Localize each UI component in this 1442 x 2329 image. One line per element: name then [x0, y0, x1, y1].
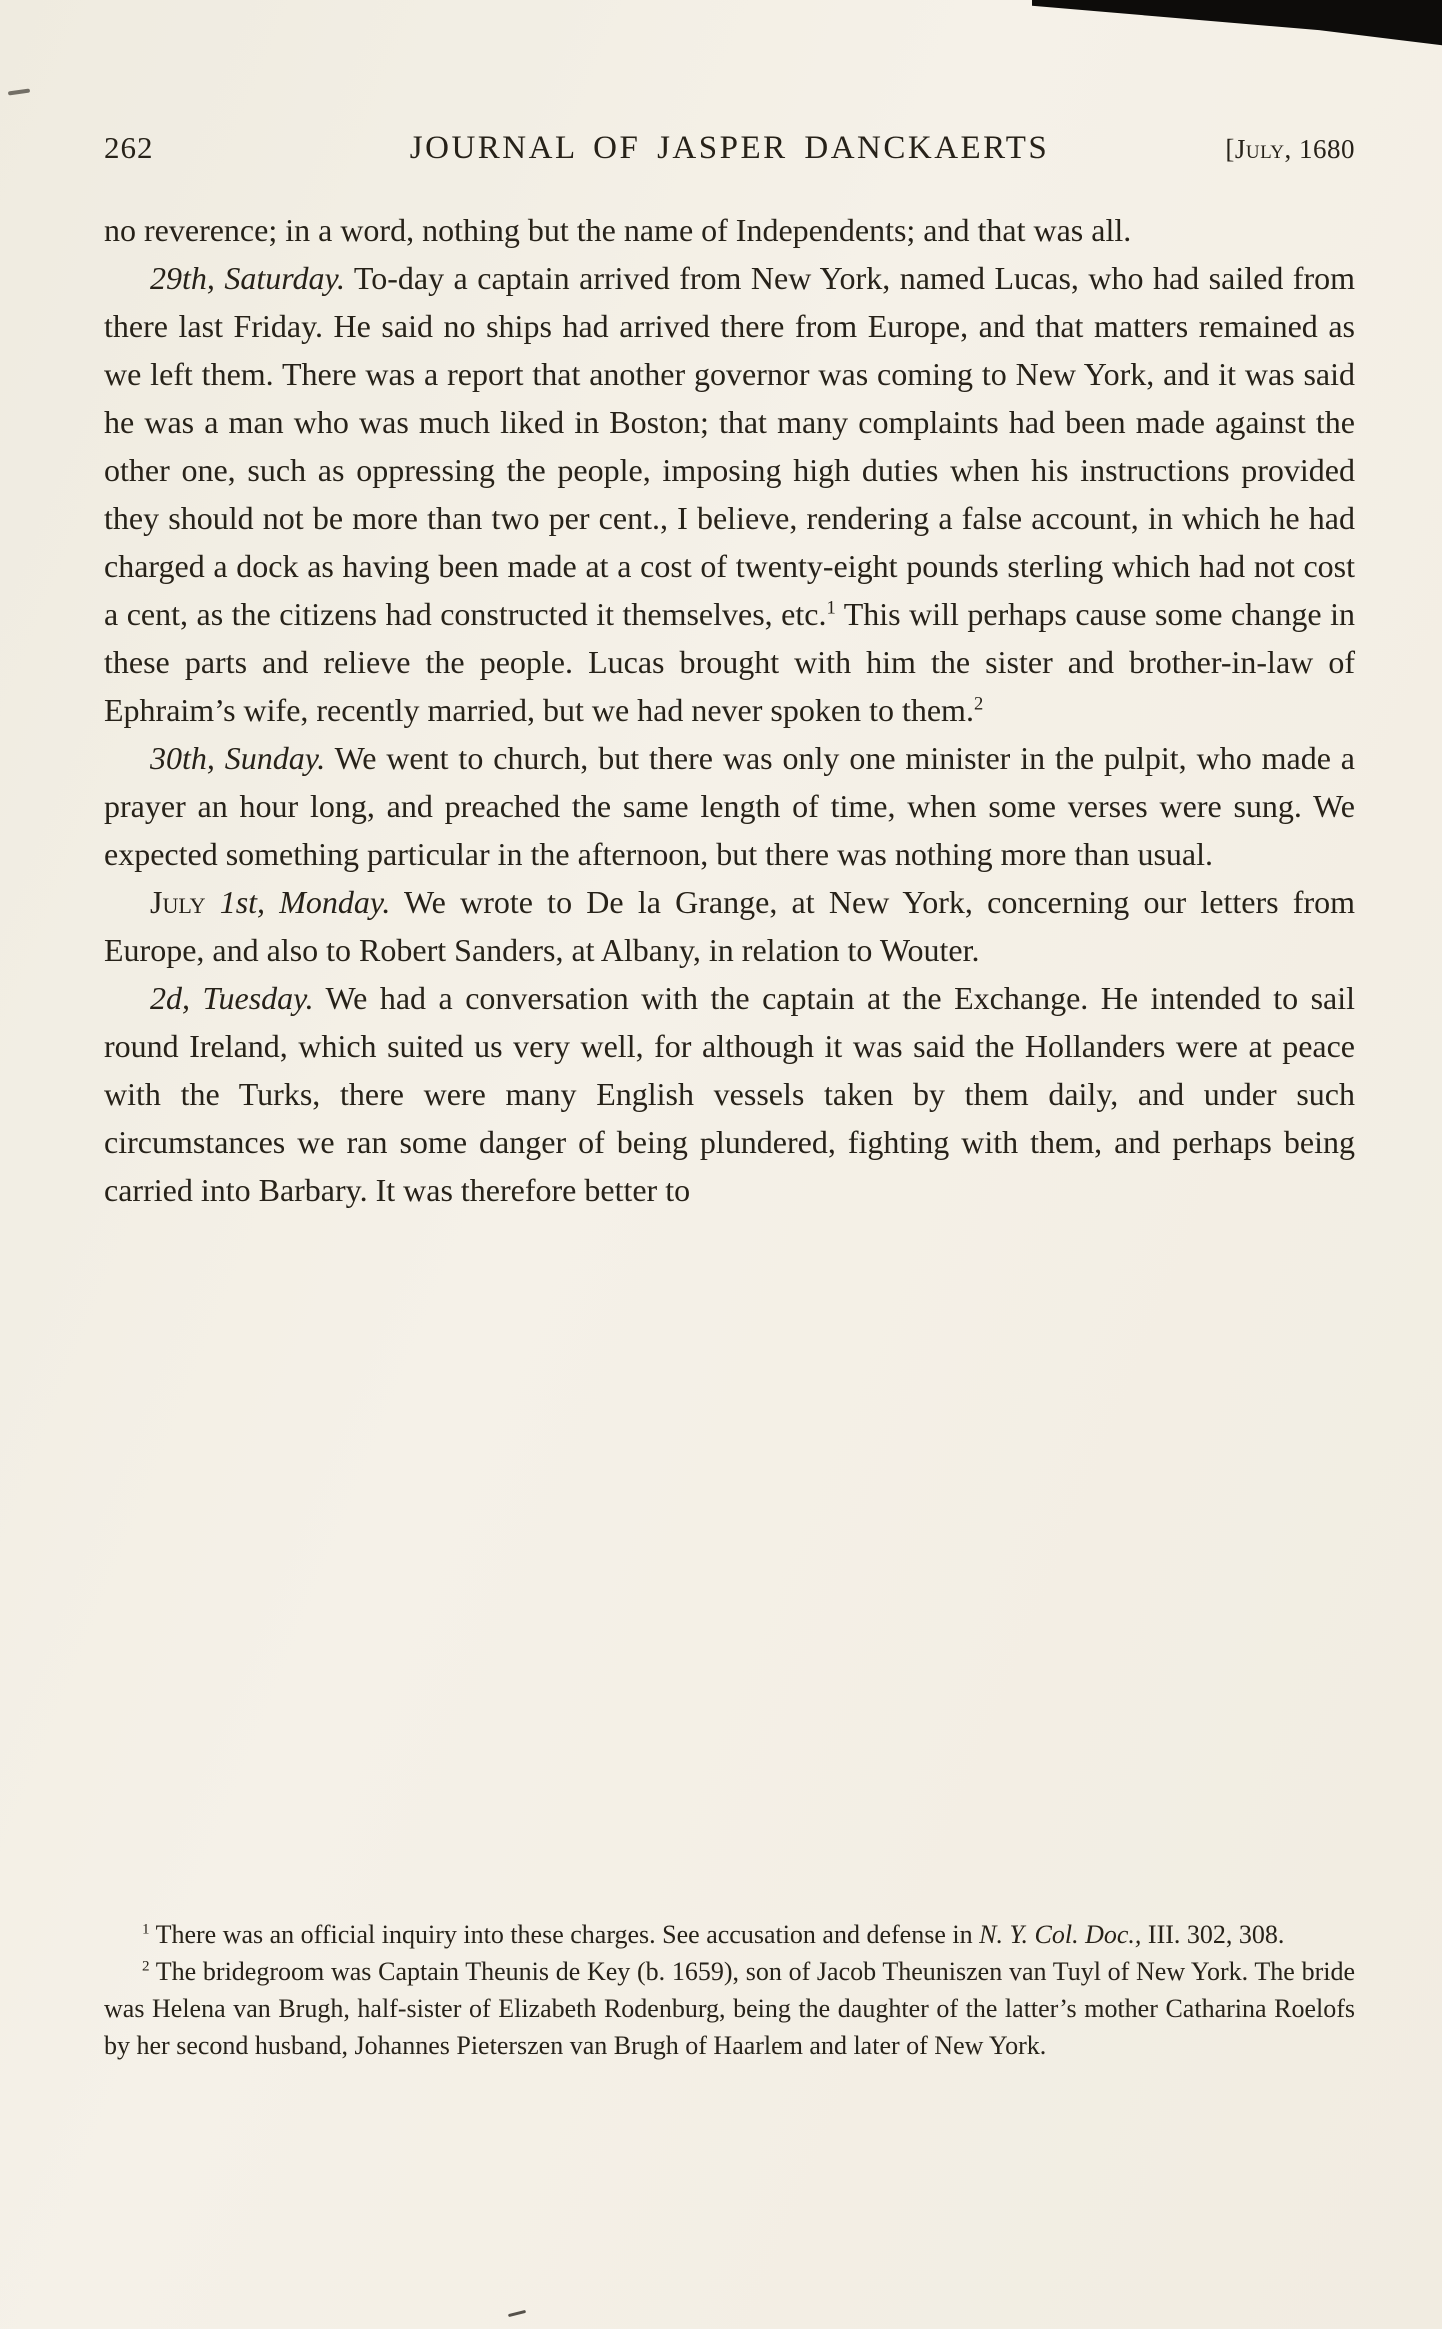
footnote-ref-2: 2	[973, 693, 984, 715]
footnote-text: The bridegroom was Captain Theunis de Key (b. 1659), son of Jacob Theuniszen van Tuyl of New York. The bride was Helena van Brugh, half-sister of Elizabeth Rodenburg, being the daughter of the latter’s mother Catharina Roelofs by her second husband, Johannes Pieterszen van Brugh of Haarlem and later of New York.	[104, 1957, 1355, 2060]
paragraph-text: We wrote to De la Grange, at New York, concerning our letters from Europe, and also to Robert Sanders, at Albany, in relation to Wouter.	[104, 884, 1356, 968]
paragraph-text: This will perhaps cause some change in these parts and relieve the people. Lucas brought with him the sister and brother-in-law of Ephraim’s wife, recently married, but we had never spoken to them.	[104, 596, 1356, 728]
footnotes	[104, 1916, 1355, 2064]
running-title: JOURNAL OF JASPER DANCKAERTS	[409, 130, 1050, 166]
paragraph-july-30	[104, 734, 1355, 878]
header-date	[1175, 134, 1355, 165]
header-date-month: [July,	[1225, 134, 1292, 164]
page-number: 262	[104, 130, 154, 165]
scan-corner-artifact	[1032, 0, 1442, 58]
footnote-2	[104, 1953, 1355, 2064]
paragraph-continuation	[104, 206, 1355, 254]
footnote-marker-1: 1	[142, 1921, 150, 1938]
page-body	[104, 206, 1355, 1214]
mark-bottom-center	[508, 2310, 526, 2317]
footnote-text: There was an official inquiry into these charges. See accusation and defense in	[149, 1920, 980, 1949]
paragraph-text: To-day a captain arrived from New York, named Lucas, who had sailed from there last Friday. He said no ships had arrived there from Europe, and that matters remained as we left them. There was a report that another governor was coming to New York, and it was said he was a man who was much liked in Boston; that many complaints had been made against the other one, such as oppressing the people, imposing high duties when his instructions provided they should not be more than two per cent., I believe, rendering a false account, in which he had charged a dock as having been made at a cost of twenty-eight pounds sterling which had not cost a cent, as the citizens had constructed it themselves, etc.	[104, 260, 1356, 632]
date-lead: 30th, Sunday.	[150, 740, 326, 776]
footnote-citation: N. Y. Col. Doc.,	[979, 1920, 1142, 1949]
footnote-text: III. 302, 308.	[1141, 1920, 1285, 1949]
paragraph-text: no reverence; in a word, nothing but the name of Independents; and that was all.	[104, 212, 1132, 248]
month-smallcaps: July	[150, 884, 206, 920]
footnote-ref-1: 1	[826, 597, 836, 619]
pencil-mark-top-left	[8, 88, 30, 95]
date-lead: 29th, Saturday.	[150, 260, 345, 296]
page-header	[104, 130, 1355, 167]
date-lead: 2d, Tuesday.	[150, 980, 314, 1016]
header-date-year: 1680	[1291, 134, 1355, 164]
paragraph-july-29	[104, 254, 1355, 734]
paragraph-july-1	[104, 878, 1355, 974]
paragraph-text: We had a conversation with the captain at the Exchange. He intended to sail round Ireland, which suited us very well, for although it was said the Hollanders were at peace with the Turks, there were many English vessels taken by them daily, and under such circumstances we ran some danger of being plundered, fighting with them, and perhaps being carried into Barbary. It was therefore better to	[104, 980, 1356, 1208]
date-lead: 1st, Monday.	[205, 884, 391, 920]
footnote-marker-2: 2	[142, 1958, 150, 1975]
paragraph-text: We went to church, but there was only one minister in the pulpit, who made a prayer an hour long, and preached the same length of time, when some verses were sung. We expected something particular in the afternoon, but there was nothing more than usual.	[104, 740, 1355, 872]
footnote-1	[104, 1916, 1355, 1953]
paragraph-july-2	[104, 974, 1355, 1214]
